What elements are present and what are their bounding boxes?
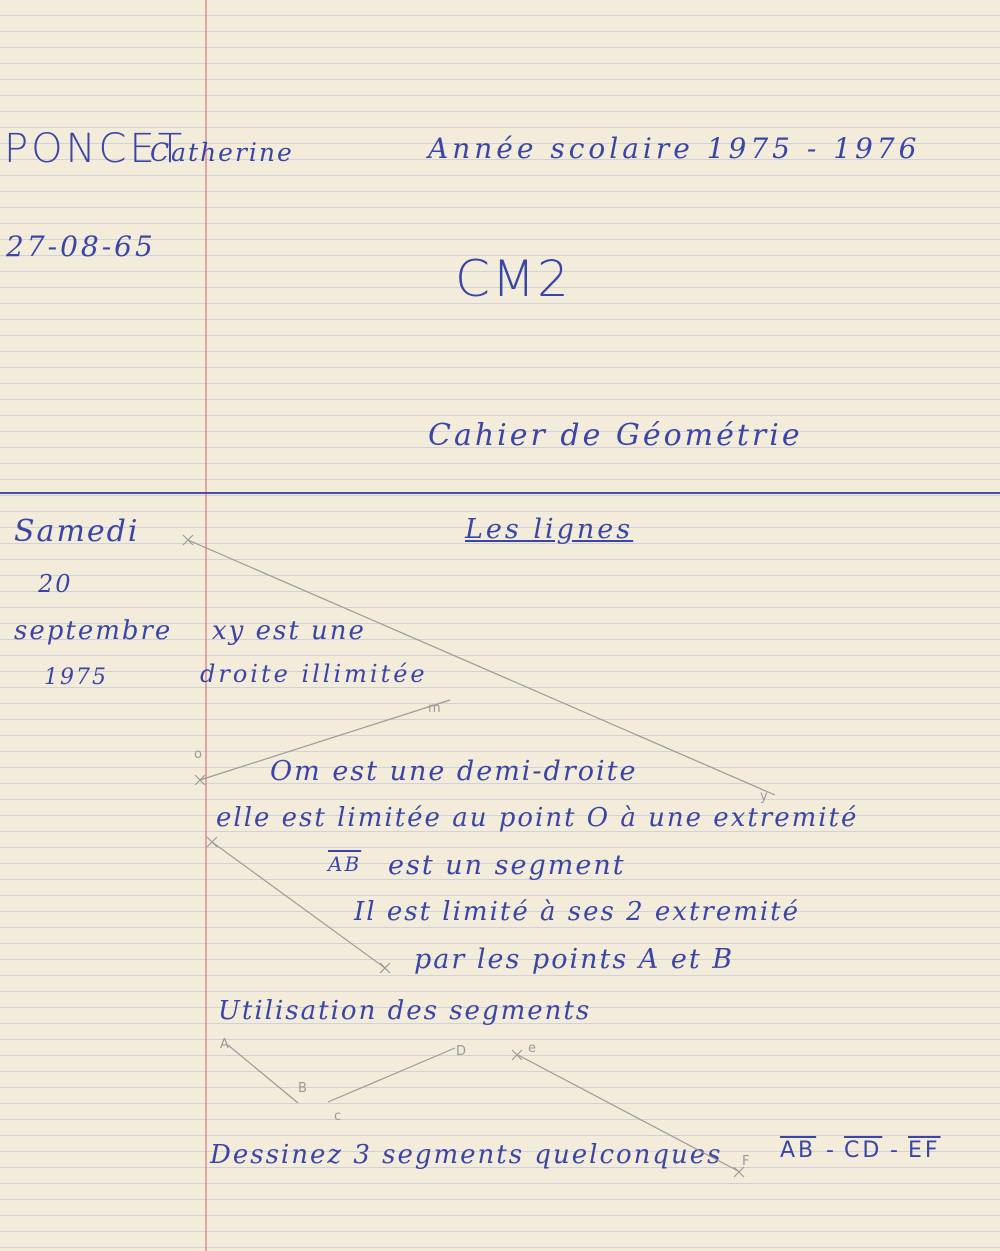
label-c: c — [334, 1109, 342, 1124]
section-divider — [0, 492, 1000, 494]
cross-b — [380, 963, 390, 973]
line1a: xy est une — [212, 616, 366, 646]
lesson-title: Les lignes — [465, 514, 634, 545]
label-e: e — [528, 1041, 536, 1056]
name-last: PONCET — [4, 126, 186, 172]
line4-segment-name: $\overline{AB}$ — [328, 852, 362, 876]
cross-x — [183, 535, 193, 545]
dash-2: - — [890, 1138, 900, 1163]
dash-1: - — [826, 1138, 836, 1163]
notebook-title: Cahier de Géométrie — [428, 418, 803, 453]
cross-a — [207, 837, 217, 847]
line6: par les points A et B — [414, 944, 735, 975]
line1b: droite illimitée — [200, 660, 428, 688]
cross-e — [512, 1050, 522, 1060]
line5: Il est limité à ses 2 extremité — [354, 897, 801, 927]
class-level: CM2 — [455, 250, 571, 308]
lesson-date-month: septembre — [14, 616, 173, 646]
label-f: F — [742, 1154, 750, 1169]
line4: est un segment — [388, 850, 626, 881]
label-d: D — [456, 1044, 467, 1059]
segment-1 — [228, 1045, 298, 1103]
cross-f — [734, 1167, 744, 1177]
segment-2 — [328, 1048, 455, 1102]
margin-line — [205, 0, 207, 1251]
name-first: Catherine — [150, 138, 294, 167]
lesson-day: Samedi — [14, 514, 140, 549]
label-m: m — [428, 701, 441, 716]
birth-date: 27-08-65 — [6, 230, 156, 263]
label-b: B — [298, 1081, 307, 1096]
lesson-date-year: 1975 — [44, 665, 108, 690]
label-y: y — [760, 789, 768, 804]
line7: Utilisation des segments — [218, 996, 592, 1026]
line8: Dessinez 3 segments quelconques — [210, 1140, 723, 1170]
line2: Om est une demi-droite — [270, 756, 638, 787]
label-a: A — [220, 1037, 229, 1052]
school-year: Année scolaire 1975 - 1976 — [428, 132, 921, 165]
lesson-date-day: 20 — [38, 570, 73, 598]
segment-cd: $\overline{CD}$ — [844, 1138, 883, 1163]
segment-ab: $\overline{AB}$ — [780, 1138, 817, 1163]
line3: elle est limitée au point O à une extremité — [216, 803, 859, 833]
label-o: o — [194, 747, 202, 762]
cross-o — [195, 775, 205, 785]
segment-ef: $\overline{EF}$ — [908, 1138, 941, 1163]
